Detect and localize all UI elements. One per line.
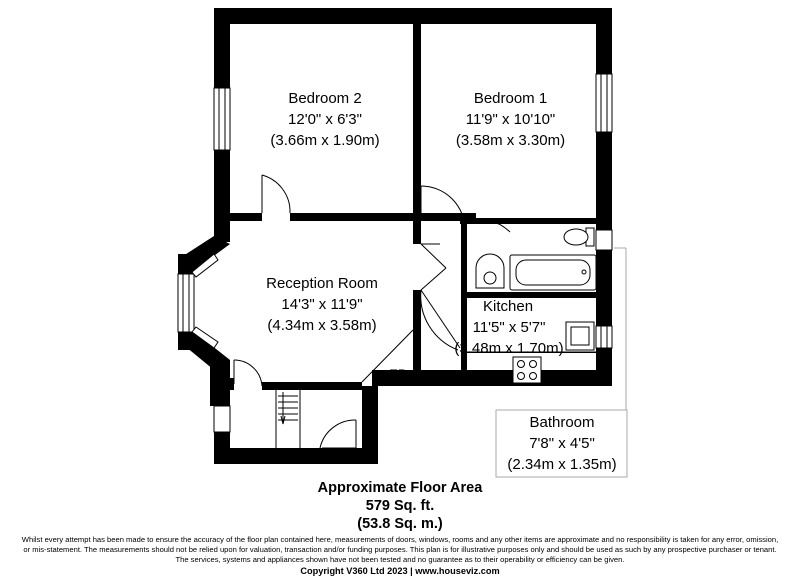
disclaimer-line-2: or mis-statement. The measurements should not be relied upon for valuation, transaction and/or funding purposes. This plan is for illustrative purposes only and should be used as such by any prospective purchaser or tenant. [23, 545, 777, 554]
room-size-metric: (3.48m x 1.70m) [454, 340, 564, 357]
room-name: Bathroom [529, 414, 595, 431]
room-size-metric: (3.58m x 3.30m) [455, 132, 566, 149]
room-label-kitchen [443, 296, 575, 359]
room-size-imperial: 7'8" x 4'5" [529, 435, 595, 452]
room-size-metric: (2.34m x 1.35m) [507, 456, 617, 473]
room-size-metric: (4.34m x 3.58m) [267, 317, 377, 334]
disclaimer-line-1: Whilst every attempt has been made to ensure the accuracy of the floor plan contained here, measurements of doors, windows, rooms and any other items are approximate and no responsibility is taken for any error, omission, [21, 535, 779, 544]
disclaimer-line-3: The services, systems and appliances shown have not been tested and no guarantee as to their operability or efficiency can be given. [175, 555, 625, 564]
room-label-bathroom [498, 412, 626, 475]
floor-area-sqft: 579 Sq. ft. [365, 498, 435, 514]
room-size-imperial: 11'5" x 5'7" [472, 319, 546, 336]
room-name: Reception Room [266, 275, 378, 292]
outer-walls [178, 8, 612, 464]
floor-area-title: Approximate Floor Area [317, 480, 483, 496]
fp-label: FP [389, 366, 407, 382]
room-size-imperial: 14'3" x 11'9" [281, 296, 363, 313]
room-name: Bedroom 2 [288, 90, 362, 107]
copyright-notice: Copyright V360 Ltd 2023 | www.houseviz.com [300, 566, 500, 576]
room-size-imperial: 11'9" x 10'10" [465, 111, 556, 128]
room-size-metric: (3.66m x 1.90m) [270, 132, 380, 149]
room-name: Bedroom 1 [473, 90, 548, 107]
floor-area-sqm: (53.8 Sq. m.) [357, 516, 443, 532]
stairs [276, 390, 300, 448]
room-label-bedroom-2 [235, 88, 415, 151]
bathroom-fixtures [476, 228, 596, 290]
room-name: Kitchen [483, 298, 534, 315]
room-size-imperial: 12'0" x 6'3" [288, 111, 362, 128]
room-label-reception-room [232, 273, 412, 336]
room-label-bedroom-1 [418, 88, 603, 151]
